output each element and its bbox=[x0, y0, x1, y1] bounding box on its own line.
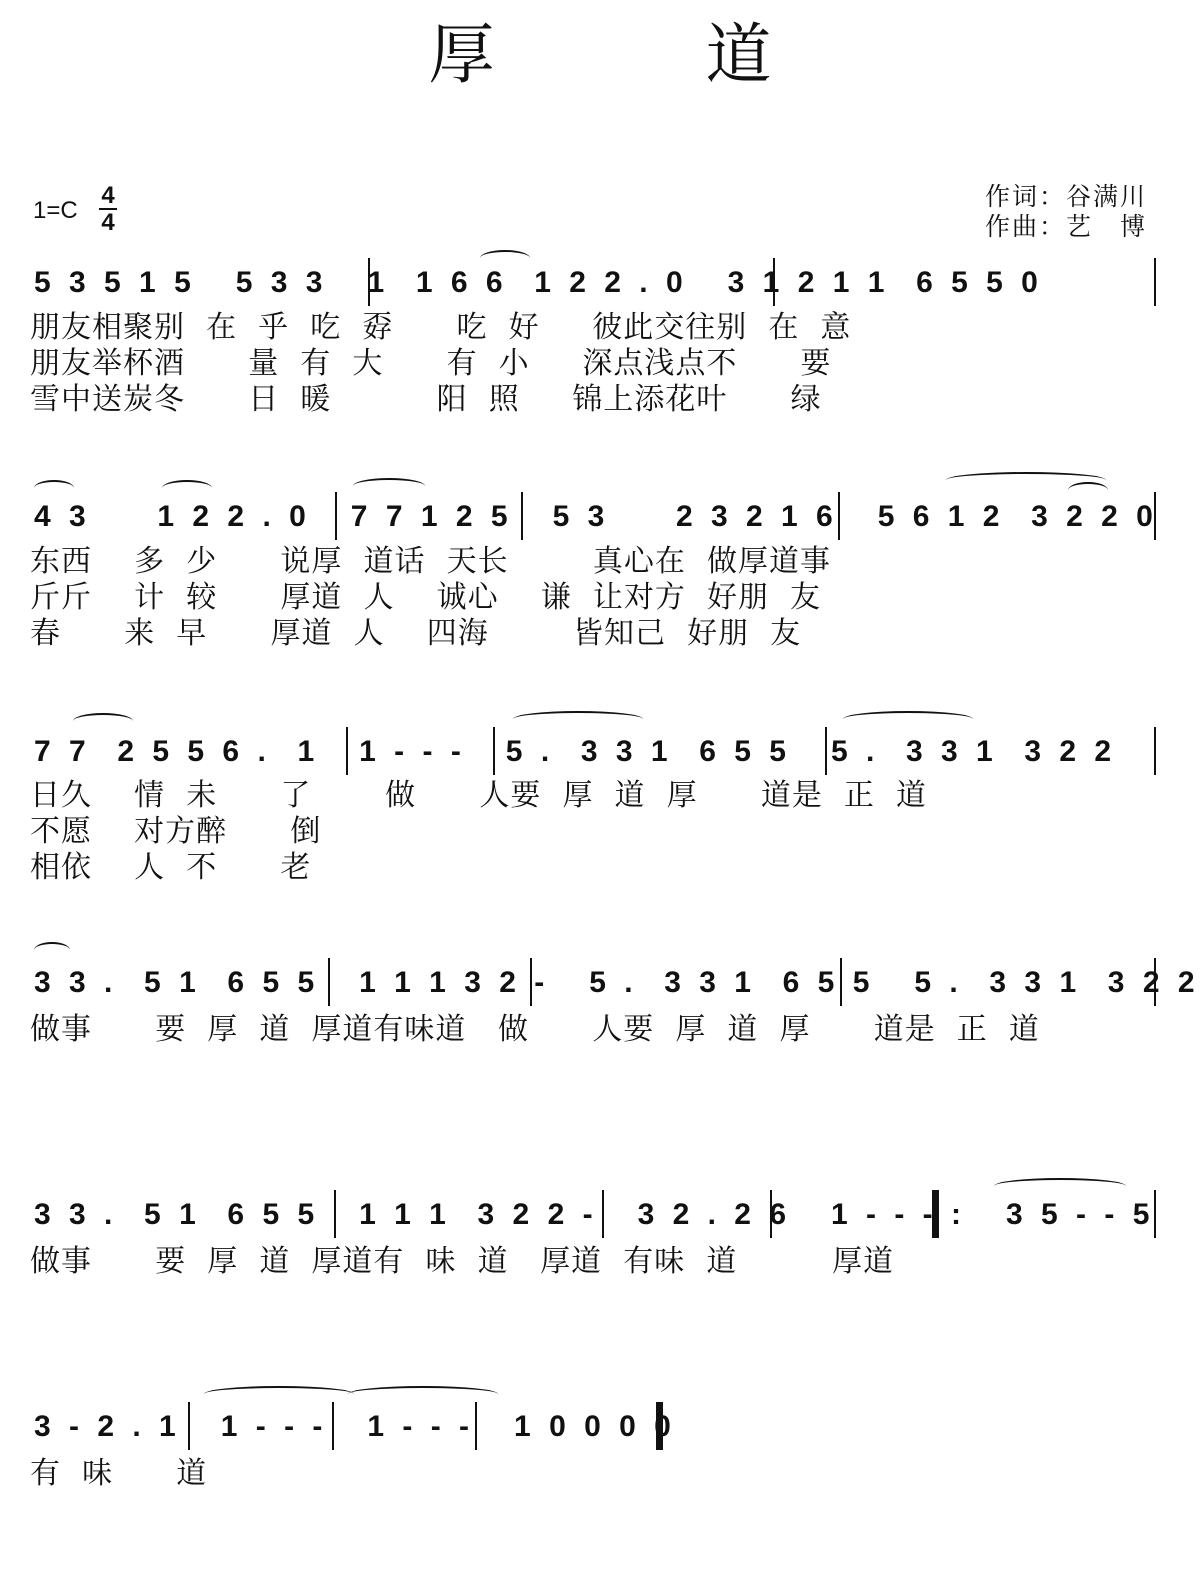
barline bbox=[825, 727, 827, 775]
barline bbox=[368, 258, 370, 306]
barline bbox=[1154, 492, 1156, 540]
notation-system-6 bbox=[28, 1402, 678, 1454]
barline bbox=[335, 492, 337, 540]
lyric-verse-1: 东西 多 少 说厚 道话 天长 真心在 做厚道事 bbox=[30, 544, 831, 579]
lyric-verse-1: 做事 要 厚 道 厚道有 味 道 厚道 有味 道 厚道 bbox=[30, 1244, 895, 1279]
lyric-verse-2: 斤斤 计 较 厚道 人 诚心 谦 让对方 好朋 友 bbox=[30, 580, 822, 615]
barline bbox=[334, 1190, 336, 1238]
tie-arc bbox=[34, 480, 74, 496]
barline bbox=[521, 492, 523, 540]
barline bbox=[840, 958, 842, 1006]
tie-arc bbox=[994, 1178, 1126, 1194]
tie-arc bbox=[73, 713, 133, 729]
tie-arc bbox=[843, 711, 973, 727]
lyric-verse-1: 日久 情 未 了 做 人要 厚 道 厚 道是 正 道 bbox=[30, 778, 927, 813]
notation-line: 3 3 . 5 1 6 5 5 1 1 1 3 2 2 - 3 2 . 2 6 1 - - - : 3 5 - - 5 bbox=[34, 1198, 1155, 1231]
lyric-verse-1: 有 味 道 bbox=[30, 1456, 208, 1491]
barline bbox=[770, 1190, 772, 1238]
tie-arc bbox=[1068, 482, 1108, 498]
notation-line: 3 - 2 . 1 1 - - - 1 - - - 1 0 0 0 0 bbox=[34, 1410, 676, 1443]
notation-line: 3 3 . 5 1 6 5 5 1 1 1 3 2 - 5 . 3 3 1 6 5 5 5 . 3 3 1 3 2 2 bbox=[34, 966, 1200, 999]
notation-system-5 bbox=[28, 1190, 1158, 1242]
tie-arc bbox=[348, 1386, 498, 1402]
tie-arc bbox=[513, 711, 643, 727]
barline bbox=[332, 1402, 334, 1450]
composer-credit: 作曲：艺 博 bbox=[985, 212, 1148, 241]
lyric-verse-3: 相依 人 不 老 bbox=[30, 850, 312, 885]
barline bbox=[838, 492, 840, 540]
barline bbox=[493, 727, 495, 775]
notation-line: 5 3 5 1 5 5 3 3 1 1 6 6 1 2 2 . 0 3 1 2 1 1 6 5 5 0 bbox=[34, 266, 1043, 299]
credits bbox=[985, 182, 1147, 242]
barline bbox=[602, 1190, 604, 1238]
lyric-verse-1: 做事 要 厚 道 厚道有味道 做 人要 厚 道 厚 道是 正 道 bbox=[30, 1012, 1040, 1047]
barline bbox=[1154, 1190, 1156, 1238]
lyricist-credit: 作词：谷满川 bbox=[985, 182, 1148, 211]
notation-line: 7 7 2 5 5 6 . 1 1 - - - 5 . 3 3 1 6 5 5 5 . 3 3 1 3 2 2 bbox=[34, 735, 1117, 768]
notation-system-3 bbox=[28, 727, 1158, 779]
barline bbox=[475, 1402, 477, 1450]
notation-line: 4 3 1 2 2 . 0 7 7 1 2 5 5 3 2 3 2 1 6 5 6 1 2 3 2 2 0 bbox=[34, 500, 1158, 533]
barline bbox=[346, 727, 348, 775]
barline bbox=[530, 958, 532, 1006]
repeat-barline bbox=[932, 1190, 939, 1238]
notation-system-1 bbox=[28, 258, 1158, 310]
song-title: 厚 道 bbox=[428, 16, 867, 93]
final-barline bbox=[656, 1402, 663, 1450]
barline bbox=[1154, 727, 1156, 775]
notation-system-2 bbox=[28, 492, 1158, 544]
barline bbox=[773, 258, 775, 306]
lyric-verse-1: 朋友相聚别 在 乎 吃 孬 吃 好 彼此交往别 在 意 bbox=[30, 310, 852, 345]
time-signature bbox=[98, 183, 118, 235]
lyric-verse-2: 朋友举杯酒 量 有 大 有 小 深点浅点不 要 bbox=[30, 346, 832, 381]
key-signature: 1=C bbox=[33, 197, 78, 224]
barline bbox=[188, 1402, 190, 1450]
lyric-verse-3: 春 来 早 厚道 人 四海 皆知己 好朋 友 bbox=[30, 616, 802, 651]
tie-arc bbox=[162, 480, 212, 496]
barline bbox=[328, 958, 330, 1006]
time-signature-bottom: 4 bbox=[101, 209, 115, 236]
time-signature-top: 4 bbox=[101, 182, 115, 209]
lyric-verse-3: 雪中送炭冬 日 暖 阳 照 锦上添花叶 绿 bbox=[30, 382, 822, 417]
barline bbox=[1154, 258, 1156, 306]
tie-arc bbox=[480, 250, 530, 266]
tie-arc bbox=[204, 1386, 354, 1402]
barline bbox=[1154, 958, 1156, 1006]
lyric-verse-2: 不愿 对方醉 倒 bbox=[30, 814, 322, 849]
tie-arc bbox=[353, 478, 425, 494]
notation-system-4 bbox=[28, 958, 1200, 1010]
tie-arc bbox=[34, 942, 70, 958]
